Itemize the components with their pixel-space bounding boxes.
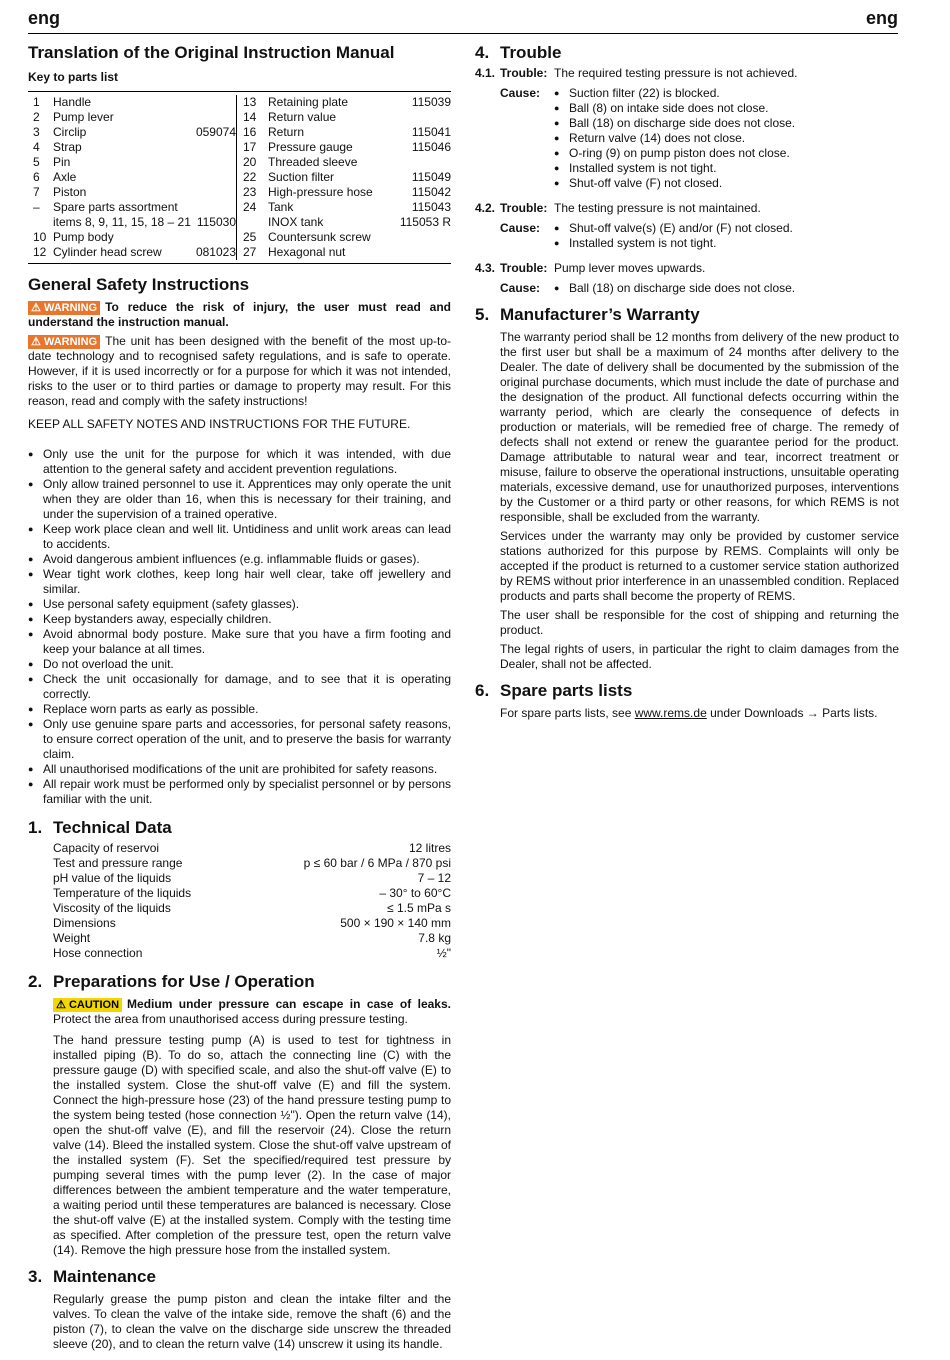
part-name: Tank bbox=[268, 200, 294, 214]
parts-row bbox=[28, 155, 236, 170]
caution-text: Protect the area from unauthorised access during pressure testing. bbox=[53, 1012, 408, 1026]
trouble-heading: 4. Trouble bbox=[475, 43, 562, 62]
safety-bullet: ● Avoid abnormal body posture. Make sure that you have a firm footing and keep your balance at all times. bbox=[28, 627, 451, 657]
part-number: 10 bbox=[33, 230, 47, 244]
cause-label: Cause: bbox=[500, 221, 541, 235]
part-number: 14 bbox=[243, 110, 257, 124]
safety-title: General Safety Instructions bbox=[28, 275, 250, 294]
tech-data-row bbox=[53, 946, 451, 961]
warranty-paragraph: The warranty period shall be 12 months from delivery of the new product to the first user but shall be a maximum of 24 months after delivery to the Dealer. The date of delivery shall be documented by the submission of the original purchase documents, which must include the date of purchase and the designation of the product. All functional defects occurring within the warranty period, which are clearly the consequence of defects in production or materials, will be remedied free of charge. The remedy of defects shall not extend or renew the guarantee period for the product. Damage attributable to natural wear and tear, incorrect treatment or misuse, failure to observe the operational instructions, unsuitable operating materials, excessive demand, use for unauthorized purposes, interventions by the Customer or a third party or other reasons, for which REMS is not responsible, shall be excluded from the warranty. bbox=[500, 330, 899, 524]
safety-bullet: ● Avoid dangerous ambient influences (e.g. inflammable fluids or gases). bbox=[28, 552, 451, 567]
part-number: 17 bbox=[243, 140, 257, 154]
tech-data-label: Viscosity of the liquids bbox=[53, 901, 171, 915]
tech-data-label: Temperature of the liquids bbox=[53, 886, 192, 900]
cause-item: ● Suction filter (22) is blocked. bbox=[554, 86, 899, 101]
part-number: 5 bbox=[33, 155, 40, 169]
part-number: 1 bbox=[33, 95, 40, 109]
trouble-number: 4.2. bbox=[475, 201, 496, 215]
tech-data-value: 500 × 190 × 140 mm bbox=[340, 916, 451, 930]
trouble-text: The testing pressure is not maintained. bbox=[554, 201, 761, 215]
cause-list bbox=[554, 86, 899, 191]
warning-2 bbox=[28, 334, 451, 409]
trouble-number: 4.3. bbox=[475, 261, 496, 275]
prep-text: The hand pressure testing pump (A) is used to test for tightness in installed piping (B). To do so, attach the connecting line (C) with the pressure gauge (D) with specified scale, and also the shut-off valve (E) to the installed system. Close the shut-off valve (E) and fill the system. Connect the high-pressure hose (23) of the hand pressure testing pump to the system being tested (hose connection ½"). Open the return valve (14), open the shut-off valve (E), and fill the reservoir (24). Close the return valve (14). Bleed the installed system. Close the shut-off valve upstream of the installed system (F). Set the specified/required test pressure by pumping several times with the pump lever (2). In the case of major differences between the ambient temperature and the water temperature, a waiting period until these temperatures are balanced is necessary. Close the shut-off valve (E) at the installed system. Comply with the testing time as specified. After completion of the pressure test, open the return valve (14). Remove the high pressure hose from the installed system. bbox=[53, 1033, 451, 1257]
tech-data-value: p ≤ 60 bar / 6 MPa / 870 psi bbox=[303, 856, 451, 870]
safety-bullet: ● All repair work must be performed only by specialist personnel or by persons familiar with the unit. bbox=[28, 777, 451, 807]
part-name: Threaded sleeve bbox=[268, 155, 358, 169]
cause-item: ● Ball (18) on discharge side does not close. bbox=[554, 116, 899, 131]
rems-website-link[interactable]: www.rems.de bbox=[634, 706, 707, 720]
cause-item: ● Shut-off valve(s) (E) and/or (F) not closed. bbox=[554, 221, 899, 236]
part-code: 115041 bbox=[411, 125, 451, 139]
part-number: 25 bbox=[243, 230, 257, 244]
tech-data-row bbox=[53, 856, 451, 871]
warranty-paragraph: Services under the warranty may only be provided by customer service stations authorized for this purpose by REMS. Complaints will only be accepted if the product is returned to a customer service station authorized by REMS without prior interference in an unassembled condition. Replaced products and parts shall become the property of REMS. bbox=[500, 529, 899, 603]
warning-badge: ⚠ WARNING bbox=[28, 335, 100, 349]
parts-row bbox=[28, 140, 236, 155]
parts-row bbox=[28, 170, 236, 185]
tech-data-label: Weight bbox=[53, 931, 91, 945]
parts-list-right bbox=[236, 95, 451, 260]
part-name: Strap bbox=[53, 140, 82, 154]
caution-bold-text: Medium under pressure can escape in case of leaks. bbox=[127, 997, 451, 1011]
right-column bbox=[475, 42, 899, 725]
parts-row bbox=[28, 230, 236, 245]
tech-data-value: 12 litres bbox=[408, 841, 451, 855]
part-number: 2 bbox=[33, 110, 40, 124]
parts-row bbox=[28, 95, 236, 110]
parts-list bbox=[28, 91, 451, 264]
caution-badge: ⚠ CAUTION bbox=[53, 998, 122, 1012]
tech-data-row bbox=[53, 841, 451, 856]
parts-row bbox=[243, 245, 451, 260]
safety-bullet: ● Keep bystanders away, especially children. bbox=[28, 612, 451, 627]
tech-data-value: 7 – 12 bbox=[417, 871, 451, 885]
part-name: Return value bbox=[268, 110, 337, 124]
parts-row bbox=[28, 200, 236, 215]
cause-label: Cause: bbox=[500, 281, 541, 295]
safety-bullet: ● Keep work place clean and well lit. Untidiness and unlit work areas can lead to accidents. bbox=[28, 522, 451, 552]
safety-bullet: ● Check the unit occasionally for damage, and to see that it is operating correctly. bbox=[28, 672, 451, 702]
parts-row bbox=[28, 245, 236, 260]
parts-row bbox=[243, 110, 451, 125]
part-code: 115049 bbox=[411, 170, 451, 184]
tech-data-label: pH value of the liquids bbox=[53, 871, 172, 885]
part-number: 12 bbox=[33, 245, 47, 259]
cause-list bbox=[554, 221, 899, 251]
tech-data-value: – 30° to 60°C bbox=[379, 886, 451, 900]
trouble-4-2 bbox=[475, 201, 899, 216]
part-name: Pin bbox=[53, 155, 71, 169]
key-to-parts-title: Key to parts list bbox=[28, 70, 119, 84]
tech-data-label: Hose connection bbox=[53, 946, 143, 960]
trouble-text: Pump lever moves upwards. bbox=[554, 261, 706, 275]
cause-item: ● Installed system is not tight. bbox=[554, 236, 899, 251]
safety-bullet: ● Only use genuine spare parts and accessories, for personal safety reasons, to ensure correct operation of the unit, and to preserve the basis for warranty claim. bbox=[28, 717, 451, 762]
part-code: 115053 R bbox=[399, 215, 451, 229]
tech-data-table bbox=[28, 841, 451, 961]
parts-row bbox=[243, 230, 451, 245]
language-label-left: eng bbox=[28, 8, 61, 28]
safety-bullet: ● Wear tight work clothes, keep long hair well clear, take off jewellery and similar. bbox=[28, 567, 451, 597]
language-label-right: eng bbox=[865, 8, 898, 28]
warning-1-text: To reduce the risk of injury, the user must read and understand the instruction manual. bbox=[28, 300, 451, 329]
parts-row bbox=[28, 110, 236, 125]
trouble-text: The required testing pressure is not achieved. bbox=[554, 66, 798, 80]
spare-parts-heading: 6. Spare parts lists bbox=[475, 681, 633, 700]
tech-data-row bbox=[53, 886, 451, 901]
part-name: items 8, 9, 11, 15, 18 – 21 bbox=[53, 215, 191, 229]
tech-data-row bbox=[53, 916, 451, 931]
parts-row bbox=[243, 125, 451, 140]
tech-data-label: Test and pressure range bbox=[53, 856, 183, 870]
warning-triangle-icon: ⚠ bbox=[31, 336, 41, 348]
tech-data-row bbox=[53, 931, 451, 946]
maintenance-body bbox=[28, 1292, 451, 1352]
cause-item: ● Ball (8) on intake side does not close. bbox=[554, 101, 899, 116]
tech-data-label: Dimensions bbox=[53, 916, 116, 930]
part-code: 115042 bbox=[411, 185, 451, 199]
part-name: High-pressure hose bbox=[268, 185, 373, 199]
prep-body bbox=[28, 997, 451, 1258]
part-name: Retaining plate bbox=[268, 95, 349, 109]
warning-badge: ⚠ WARNING bbox=[28, 301, 100, 315]
part-name: Pump lever bbox=[53, 110, 114, 124]
spare-parts-body bbox=[475, 706, 899, 721]
warning-1 bbox=[28, 300, 451, 330]
safety-bullet: ● Use personal safety equipment (safety glasses). bbox=[28, 597, 451, 612]
part-number bbox=[28, 215, 53, 230]
trouble-4-3 bbox=[475, 261, 899, 276]
part-name: Axle bbox=[53, 170, 77, 184]
left-column bbox=[28, 42, 451, 1356]
caution-triangle-icon: ⚠ bbox=[56, 999, 66, 1011]
part-number: 24 bbox=[243, 200, 257, 214]
maintenance-heading: 3. Maintenance bbox=[28, 1267, 156, 1286]
part-code: 115046 bbox=[411, 140, 451, 154]
trouble-label: Trouble: bbox=[500, 261, 548, 275]
parts-row bbox=[243, 95, 451, 110]
parts-row bbox=[28, 185, 236, 200]
cause-4-3 bbox=[475, 281, 899, 296]
parts-row bbox=[243, 200, 451, 215]
tech-data-label: Capacity of reservoi bbox=[53, 841, 160, 855]
parts-row bbox=[243, 185, 451, 200]
part-number: 27 bbox=[243, 245, 257, 259]
parts-row bbox=[243, 170, 451, 185]
safety-bullet: ● Replace worn parts as early as possible. bbox=[28, 702, 451, 717]
part-name: INOX tank bbox=[268, 215, 324, 229]
part-name: Pump body bbox=[53, 230, 114, 244]
parts-row bbox=[28, 215, 236, 230]
tech-data-row bbox=[53, 871, 451, 886]
part-code: 081023 bbox=[195, 245, 236, 259]
prep-heading: 2. Preparations for Use / Operation bbox=[28, 972, 315, 991]
warranty-paragraph: The user shall be responsible for the cost of shipping and returning the product. bbox=[500, 608, 899, 637]
part-name: Suction filter bbox=[268, 170, 335, 184]
part-code: 059074 bbox=[195, 125, 236, 139]
part-code: 115043 bbox=[411, 200, 451, 214]
warranty-heading: 5. Manufacturer’s Warranty bbox=[475, 305, 700, 324]
manual-title: Translation of the Original Instruction Manual bbox=[28, 43, 395, 62]
page-header bbox=[28, 10, 898, 34]
part-name: Pressure gauge bbox=[268, 140, 353, 154]
tech-data-value: 7.8 kg bbox=[418, 931, 451, 945]
maintenance-text: Regularly grease the pump piston and clean the intake filter and the valves. To clean the valve of the intake side, remove the shaft (6) and the piston (7), to clean the valve on the discharge side unscrew the threaded sleeve (20), and to clean the return valve (14) unscrew it using its handle. bbox=[53, 1292, 451, 1351]
part-number: 13 bbox=[243, 95, 257, 109]
part-code: 115039 bbox=[411, 95, 451, 109]
safety-bullets bbox=[28, 447, 451, 807]
spare-parts-text: For spare parts lists, see www.rems.de under Downloads → Parts lists. bbox=[500, 706, 878, 720]
trouble-number: 4.1. bbox=[475, 66, 496, 80]
part-name: Hexagonal nut bbox=[268, 245, 346, 259]
cause-item: ● Return valve (14) does not close. bbox=[554, 131, 899, 146]
part-number bbox=[243, 215, 268, 230]
keep-notes: KEEP ALL SAFETY NOTES AND INSTRUCTIONS FOR THE FUTURE. bbox=[28, 417, 411, 431]
warranty-body bbox=[475, 330, 899, 672]
tech-data-heading: 1. Technical Data bbox=[28, 818, 172, 837]
cause-label: Cause: bbox=[500, 86, 541, 100]
cause-list bbox=[554, 281, 899, 296]
warning-triangle-icon: ⚠ bbox=[31, 302, 41, 314]
tech-data-row bbox=[53, 901, 451, 916]
part-name: Piston bbox=[53, 185, 87, 199]
cause-4-2 bbox=[475, 221, 899, 251]
parts-row bbox=[243, 215, 451, 230]
parts-list-left bbox=[28, 95, 236, 260]
tech-data-value: ½" bbox=[436, 946, 451, 960]
part-name: Handle bbox=[53, 95, 92, 109]
parts-row bbox=[243, 155, 451, 170]
trouble-4-1 bbox=[475, 66, 899, 81]
part-number: 4 bbox=[33, 140, 40, 154]
parts-row bbox=[243, 140, 451, 155]
parts-row bbox=[28, 125, 236, 140]
part-name: Return bbox=[268, 125, 305, 139]
safety-bullet: ● Only allow trained personnel to use it. Apprentices may only operate the unit when they are older than 16, when this is necessary for their training, and under the supervision of a trained operative. bbox=[28, 477, 451, 522]
cause-item: ● Installed system is not tight. bbox=[554, 161, 899, 176]
safety-bullet: ● Do not overload the unit. bbox=[28, 657, 451, 672]
caution-note bbox=[53, 997, 451, 1027]
tech-data-value: ≤ 1.5 mPa s bbox=[387, 901, 451, 915]
cause-item: ● O-ring (9) on pump piston does not close. bbox=[554, 146, 899, 161]
part-number: 7 bbox=[33, 185, 40, 199]
cause-item: ● Shut-off valve (F) not closed. bbox=[554, 176, 899, 191]
part-number: 16 bbox=[243, 125, 257, 139]
safety-bullet: ● All unauthorised modifications of the unit are prohibited for safety reasons. bbox=[28, 762, 451, 777]
part-number: – bbox=[33, 200, 40, 214]
part-name: Countersunk screw bbox=[268, 230, 371, 244]
trouble-label: Trouble: bbox=[500, 66, 548, 80]
part-number: 6 bbox=[33, 170, 40, 184]
part-number: 20 bbox=[243, 155, 257, 169]
part-number: 3 bbox=[33, 125, 40, 139]
cause-item: ● Ball (18) on discharge side does not close. bbox=[554, 281, 899, 296]
part-number: 23 bbox=[243, 185, 257, 199]
warranty-paragraph: The legal rights of users, in particular the right to claim damages from the Dealer, shall not be affected. bbox=[500, 642, 899, 671]
part-name: Circlip bbox=[53, 125, 87, 139]
part-name: Cylinder head screw bbox=[53, 245, 162, 259]
part-number: 22 bbox=[243, 170, 257, 184]
part-name: Spare parts assortment bbox=[53, 200, 178, 214]
part-code: 115030 bbox=[196, 215, 236, 229]
cause-4-1 bbox=[475, 86, 899, 191]
trouble-label: Trouble: bbox=[500, 201, 548, 215]
warning-2-text: The unit has been designed with the benefit of the most up-to-date technology and to recognised safety regulations, and is safe to operate. However, if it is used incorrectly or for a purpose for which it was not intended, risks to the user or to third parties or damage to property may result. For this reason, read and comply with the safety instructions! bbox=[28, 334, 451, 408]
safety-bullet: ● Only use the unit for the purpose for which it was intended, with due attention to the general safety and accident prevention regulations. bbox=[28, 447, 451, 477]
